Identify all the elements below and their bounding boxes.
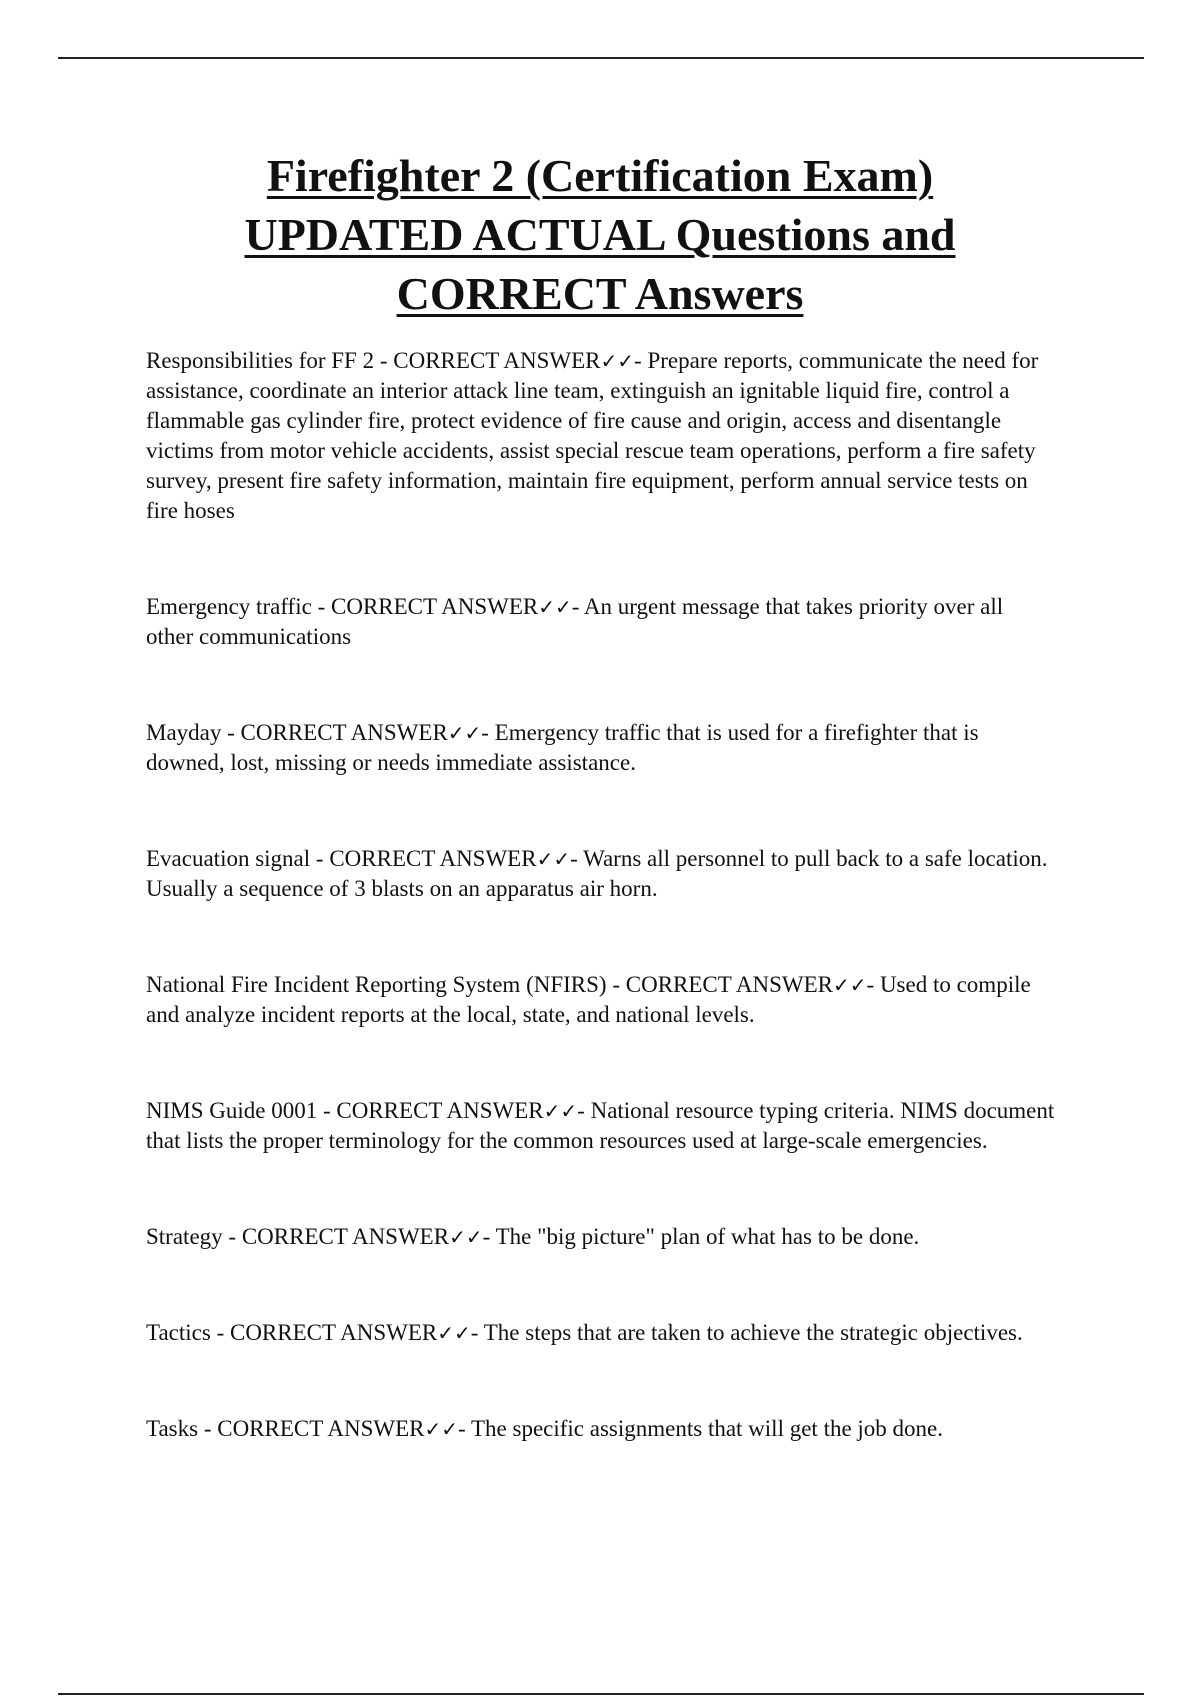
qa-term: NIMS Guide 0001 <box>146 1098 318 1123</box>
correct-answer-label: - CORRECT ANSWER <box>317 1098 544 1123</box>
correct-answer-label: - CORRECT ANSWER <box>210 1320 438 1345</box>
qa-definition: Emergency traffic that is used for a firefighter that is downed, lost, missing or needs immediate assistance. <box>146 720 979 775</box>
bottom-rule <box>58 1693 1144 1695</box>
answer-separator: - <box>866 972 880 997</box>
qa-definition: Used to compile and analyze incident reports at the local, state, and national levels. <box>146 972 1031 1027</box>
qa-term: Strategy <box>146 1224 223 1249</box>
answer-separator: - <box>457 1416 471 1441</box>
qa-definition: Warns all personnel to pull back to a safe location. Usually a sequence of 3 blasts on an apparatus air horn. <box>146 846 1048 901</box>
correct-answer-label: - CORRECT ANSWER <box>606 972 833 997</box>
qa-definition: Prepare reports, communicate the need for assistance, coordinate an interior attack line team, extinguish an ignitable liquid fire, control a flammable gas cylinder fire, protect evidence of fire cause and origin, access and disentangle victims from motor vehicle accidents, assist special rescue team operations, perform a fire safety survey, present fire safety information, maintain fire equipment, perform annual service tests on fire hoses <box>146 348 1039 523</box>
qa-entry <box>146 1414 1056 1444</box>
correct-answer-label: - CORRECT ANSWER <box>374 348 601 373</box>
qa-entry <box>146 346 1056 526</box>
qa-entry <box>146 718 1056 778</box>
top-rule <box>58 57 1144 59</box>
double-check-icon: ✓✓ <box>543 1099 578 1123</box>
double-check-icon: ✓✓ <box>600 349 635 373</box>
document-title <box>146 146 1054 323</box>
qa-entry <box>146 970 1056 1030</box>
double-check-icon: ✓✓ <box>833 973 867 997</box>
correct-answer-label: - CORRECT ANSWER <box>221 720 448 745</box>
qa-entry <box>146 592 1056 652</box>
answer-separator: - <box>481 720 495 745</box>
title-line: CORRECT Answers <box>396 268 804 319</box>
qa-entry <box>146 844 1056 904</box>
double-check-icon: ✓✓ <box>424 1417 458 1441</box>
correct-answer-label: - CORRECT ANSWER <box>222 1224 450 1249</box>
qa-definition: The steps that are taken to achieve the strategic objectives. <box>483 1320 1023 1345</box>
title-line: Firefighter 2 (Certification Exam) <box>266 150 934 201</box>
qa-list <box>146 346 1056 1444</box>
answer-separator: - <box>634 348 648 373</box>
qa-term: Emergency traffic <box>146 594 312 619</box>
qa-entry <box>146 1318 1056 1348</box>
answer-separator: - <box>482 1224 496 1249</box>
answer-separator: - <box>470 1320 484 1345</box>
correct-answer-label: - CORRECT ANSWER <box>311 594 539 619</box>
qa-definition: The specific assignments that will get the job done. <box>470 1416 944 1441</box>
qa-definition: The "big picture" plan of what has to be done. <box>495 1224 920 1249</box>
answer-separator: - <box>571 594 584 619</box>
answer-separator: - <box>570 846 584 871</box>
correct-answer-label: - CORRECT ANSWER <box>310 846 537 871</box>
qa-term: Tactics <box>146 1320 211 1345</box>
qa-entry <box>146 1222 1056 1252</box>
title-line: UPDATED ACTUAL Questions and <box>244 209 956 260</box>
qa-term: Evacuation signal <box>146 846 311 871</box>
double-check-icon: ✓✓ <box>437 1321 471 1345</box>
qa-term: National Fire Incident Reporting System (NFIRS) <box>146 972 607 997</box>
correct-answer-label: - CORRECT ANSWER <box>198 1416 425 1441</box>
qa-entry <box>146 1096 1056 1156</box>
qa-term: Mayday <box>146 720 222 745</box>
double-check-icon: ✓✓ <box>536 847 571 871</box>
double-check-icon: ✓✓ <box>449 1225 483 1249</box>
qa-definition: An urgent message that takes priority over all other communications <box>146 594 1004 649</box>
double-check-icon: ✓✓ <box>538 595 572 619</box>
qa-term: Responsibilities for FF 2 <box>146 348 375 373</box>
double-check-icon: ✓✓ <box>447 721 482 745</box>
qa-term: Tasks <box>146 1416 199 1441</box>
answer-separator: - <box>577 1098 591 1123</box>
qa-definition: National resource typing criteria. NIMS document that lists the proper terminology for the common resources used at large-scale emergencies. <box>146 1098 1055 1153</box>
